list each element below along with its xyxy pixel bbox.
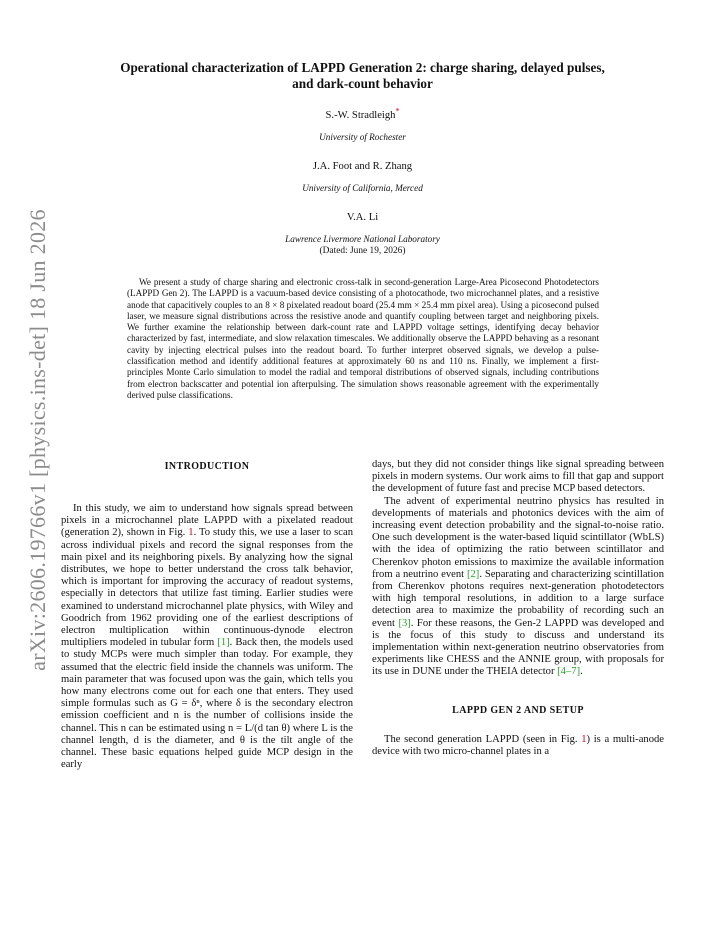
intro-p1-text-c: . Back then, the models used to study MCPs were much simpler than today. For example, they assumed that the electric field inside the channels was uniform. The main parameter that was focused upon was the gain, which tells you how many electrons come out for each one that enters. They used simple formulas such as G = δⁿ, where δ is the secondary electron emission coefficient and n is the number of collisions inside the channel. This n can be estimated using n = L/(d tan θ) where L is the channel length, d is the diameter, and θ is the tilt angle of the channel. These basic equations helped guide MCP design in the early [61,637,353,771]
right-column [372,459,664,758]
figure-ref-1[interactable]: 1 [188,527,194,539]
section-heading-introduction: INTRODUCTION [164,461,250,472]
title-line-2: and dark-count behavior [292,76,433,91]
affiliation-2: University of California, Merced [302,183,423,193]
author-3: V.A. Li [346,212,379,223]
arxiv-identifier: arXiv:2606.19766v1 [physics.ins-det] 18 Jun 2026 [25,209,50,671]
figure-ref-1-setup[interactable]: 1 [581,733,587,745]
intro-p2-text-b: . Separating and characterizing scintillation from Cherenkov photons requires next-generation photodetectors with high temporal resolutions, in addition to a large surface detection area to maximize the probability of recording such an event [372,568,664,629]
title-line-1: Operational characterization of LAPPD Generation 2: charge sharing, delayed pulses, [120,60,605,75]
citation-ref-2[interactable]: [2] [466,568,480,580]
intro-paragraph-2 [372,496,664,679]
intro-paragraph-1 [61,503,353,771]
citation-ref-3[interactable]: [3] [398,617,411,629]
intro-p2-text-a: The advent of experimental neutrino physics has resulted in developments of materials and photonics devices with the aim of increasing event detection probability and the signal-to-noise ratio. One such development is the water-based liquid scintillator (WbLS) with the idea of optimizing the ratio between scintillator and Cherenkov photon emissions to maximize the available information from a neutrino event [372,495,664,580]
setup-p1-text-b: ) is a multi-anode device with two micro-channel plates in a [372,733,665,757]
intro-p1-text-a: In this study, we aim to understand how signals spread between pixels in a microchannel plate LAPPD with a pixelated readout (generation 2), shown in Fig. [61,503,353,539]
intro-p2-text-d: . [580,666,583,678]
author-1 [60,106,665,122]
left-column [61,457,353,771]
affiliation-3: Lawrence Livermore National Laboratory [285,234,440,244]
section-heading-setup: LAPPD GEN 2 AND SETUP [452,704,584,716]
paper-title [60,60,665,92]
setup-p1-text-a: The second generation LAPPD (seen in Fig. [384,733,582,745]
corresponding-author-mark[interactable]: * [395,106,400,116]
intro-p2-text-c: . For these reasons, the Gen-2 LAPPD was developed and is the focus of this study to discuss and understand its implementation within next-generation neutrino observatories from experiments like CHESS and the ANNIE group, with proposals for its use in DUNE under the THEIA detector [372,617,664,678]
affiliation-1: University of Rochester [319,132,406,142]
intro-p1-text-b: . To study this, we use a laser to scan across individual pixels and record the signal responses from the main pixel and its neighboring pixels. By analyzing how the signal distributes, we hope to better understand the cross talk behavior, which is important for improving the accuracy of readout systems, especially in detectors that utilize fast timing. Earlier studies were examined to understand microchannel plate physics, with Wiley and Goodrich from 1962 providing one of the earliest descriptions of electron multiplication within continuous-dynode electron multipliers modeled in tubular form [61,527,353,649]
date-line: (Dated: June 19, 2026) [319,246,406,256]
author-1-name: S.-W. Stradleigh [325,110,396,121]
citation-ref-4-7[interactable]: [4–7] [557,666,581,678]
paper-header [60,60,665,257]
intro-paragraph-1-continued: days, but they did not consider things like signal spreading between pixels in modern systems. Our work aims to fill that gap and support the development of future fast and precise MCP based detectors. [372,459,664,495]
author-2: J.A. Foot and R. Zhang [312,161,413,172]
setup-paragraph-1 [372,734,664,758]
abstract: We present a study of charge sharing and electronic cross-talk in second-generation Large-Area Picosecond Photodetectors (LAPPD Gen 2). The LAPPD is a vacuum-based device consisting of a photocathode, two microchannel plates, and a resistive anode that capacitively couples to an 8 × 8 pixelated readout board (25.4 mm × 25.4 mm pixel area). Using a picosecond pulsed laser, we measure signal distributions across the resistive anode and quantify coupling between target and neighboring pixels. We further examine the relationship between dark-count rate and LAPPD voltage settings, identifying decay behavior characterized by fast, intermediate, and slow relaxation timescales. We additionally observe the LAPPD behaving as a resonant cavity by injecting electrical pulses into the readout board. To further interpret observed signals, we develop a pulse-classification method and identify additional features at approximately 60 ns and 110 ns. Finally, we implement a first-principles Monte Carlo simulation to model the radial and temporal distributions of observed signals, including contributions from electron backscatter and potential ion afterpulsing. The simulation shows reasonable agreement with the experimentally derived pulse classifications. [127,277,599,400]
citation-ref-1[interactable]: [1] [217,637,230,649]
